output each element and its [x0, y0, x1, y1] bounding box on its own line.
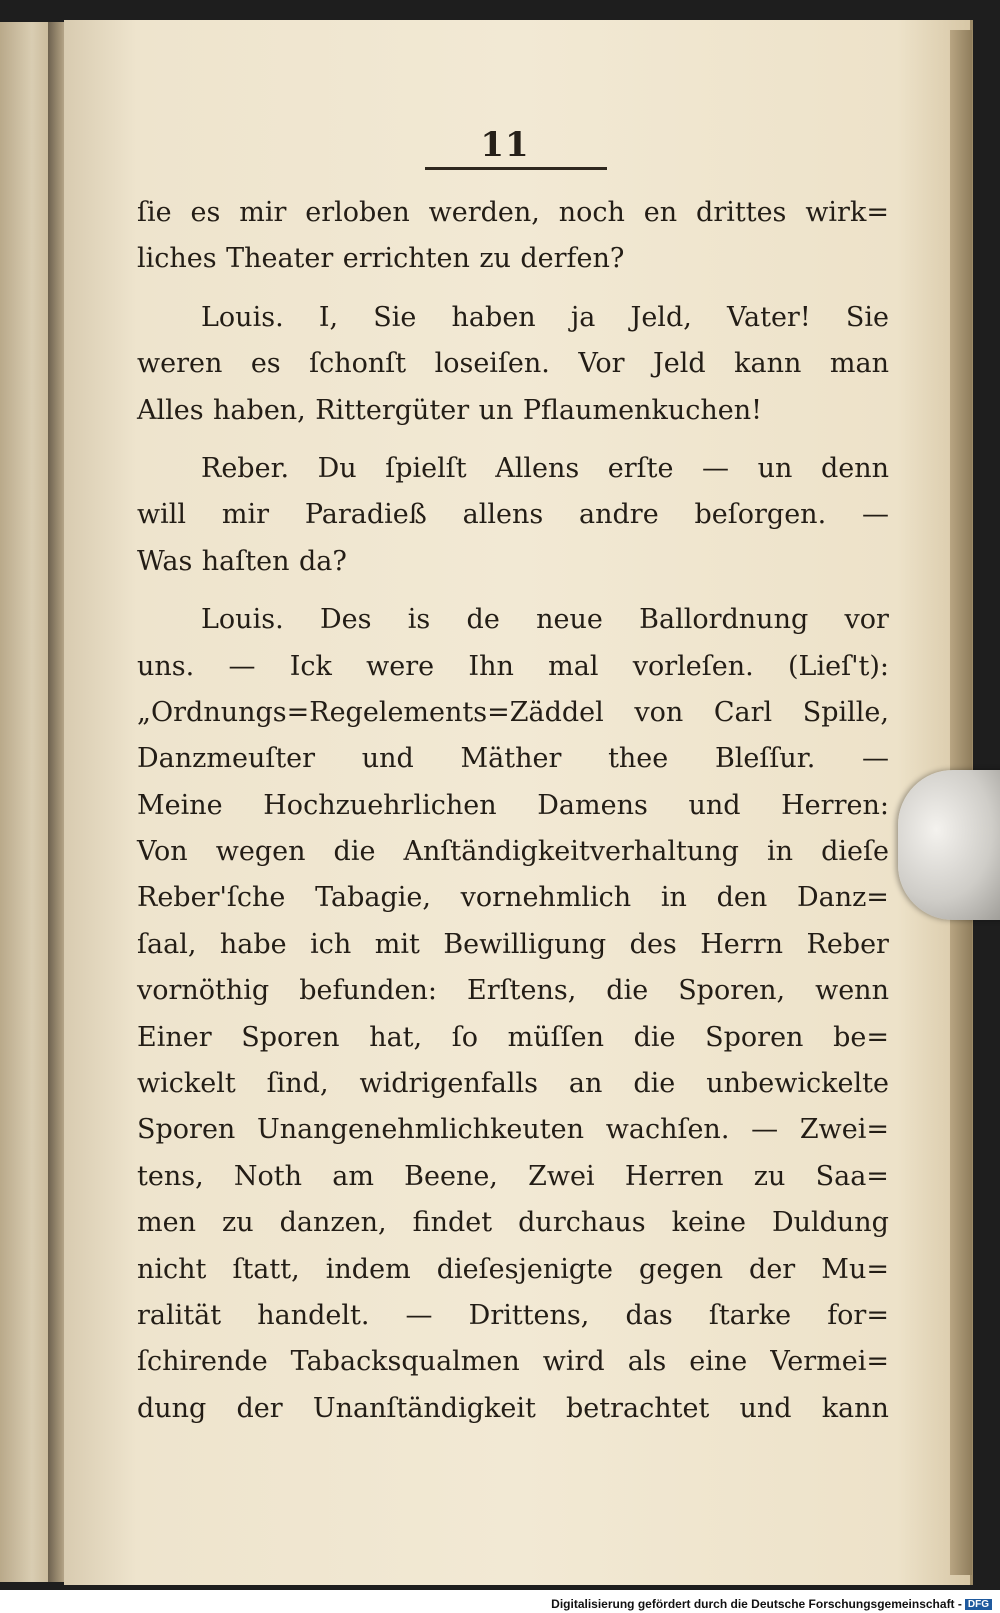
word: denn: [820, 452, 889, 484]
word: zu: [753, 1160, 786, 1192]
word: und: [739, 1392, 792, 1424]
word: Mu=: [821, 1253, 889, 1285]
word: liches: [137, 243, 217, 275]
word: das: [625, 1299, 673, 1331]
word: I,: [318, 301, 339, 333]
word: durchaus: [518, 1207, 646, 1239]
word: ſie: [137, 197, 172, 228]
word: Bleſſur.: [714, 743, 816, 775]
word: Vor: [578, 348, 625, 380]
word: Zwei=: [799, 1114, 889, 1146]
text-line: [137, 922, 889, 968]
word: Einer: [137, 1021, 212, 1053]
word: mal: [548, 650, 599, 682]
word: ſind,: [266, 1068, 329, 1100]
word: Des: [319, 604, 372, 636]
word: wickelt: [137, 1068, 236, 1100]
word: am: [332, 1160, 374, 1192]
word: Alles: [137, 394, 204, 426]
text-line: [137, 446, 889, 492]
word: Beene,: [404, 1160, 498, 1192]
word: Unanſtändigkeit: [312, 1392, 536, 1424]
text-line: [137, 644, 889, 690]
word: vorleſen.: [632, 650, 754, 682]
word: Bewilligung: [443, 928, 607, 960]
text-line: [137, 1293, 889, 1339]
word: wegen: [215, 836, 306, 868]
word: Herren:: [781, 789, 889, 821]
word: gegen: [639, 1253, 723, 1285]
word: Unangenehmlichkeuten: [257, 1114, 585, 1146]
text-line: [137, 1386, 889, 1432]
text-line: [137, 783, 889, 829]
word: drittes: [696, 197, 787, 228]
word: werden,: [428, 197, 540, 228]
word: Sie: [845, 301, 889, 333]
word: Sporen: [137, 1114, 236, 1146]
word: Ick: [289, 650, 332, 682]
word: Louis.: [201, 301, 284, 333]
word: vor: [844, 604, 889, 636]
credit-text: Digitalisierung gefördert durch die Deutsche Forschungsgemeinschaft -: [551, 1597, 962, 1611]
word: es: [190, 197, 221, 228]
word: neue: [536, 604, 603, 636]
word: dieſe: [821, 836, 889, 868]
word: „Ordnungs=Regelements=Zäddel: [137, 696, 604, 728]
text-line: [137, 875, 889, 921]
word: keine: [671, 1207, 746, 1239]
word: erloben: [305, 197, 410, 228]
word: un: [757, 452, 793, 484]
word: Theater: [226, 243, 334, 275]
word: die: [606, 975, 649, 1007]
word: ja: [570, 301, 596, 333]
dfg-logo: DFG: [965, 1599, 992, 1610]
text-line: [137, 736, 889, 782]
word: will: [137, 499, 187, 531]
word: handelt.: [257, 1299, 370, 1331]
word: Sporen,: [678, 975, 786, 1007]
word: were: [366, 650, 435, 682]
word: Herren: [624, 1160, 724, 1192]
body-text: [137, 190, 889, 1432]
word: ſchonſt: [309, 348, 407, 380]
word: weren: [137, 348, 223, 380]
word: die: [633, 1021, 676, 1053]
word: habe: [219, 928, 287, 960]
word: haben,: [213, 394, 306, 426]
word: vornehmlich: [460, 882, 632, 914]
word: men: [137, 1207, 196, 1239]
word: Von: [137, 836, 188, 868]
word: andre: [579, 499, 659, 531]
word: Ihn: [468, 650, 514, 682]
word: loseiſen.: [434, 348, 550, 380]
word: ich: [310, 928, 352, 960]
word: und: [688, 789, 741, 821]
word: Saa=: [815, 1160, 889, 1192]
word: Reber'ſche: [137, 882, 286, 914]
word: ralität: [137, 1299, 222, 1331]
word: Erſtens,: [467, 975, 577, 1007]
word: findet: [412, 1207, 493, 1239]
word: nicht: [137, 1253, 207, 1285]
word: zu: [479, 243, 511, 275]
word: allens: [462, 499, 544, 531]
word: mir: [239, 197, 287, 228]
word: die: [333, 836, 376, 868]
digitization-credit: [551, 1597, 992, 1611]
word: mir: [221, 499, 269, 531]
word: mit: [374, 928, 420, 960]
text-line: [137, 1339, 889, 1385]
word: in: [767, 836, 794, 868]
header-rule: [425, 167, 607, 170]
word: —: [862, 743, 889, 775]
word: Mäther: [460, 743, 562, 775]
text-line: [137, 829, 889, 875]
word: erſte: [607, 452, 674, 484]
word: Drittens,: [468, 1299, 590, 1331]
word: Spille,: [802, 696, 889, 728]
word: Ballordnung: [639, 604, 809, 636]
word: Noth: [233, 1160, 302, 1192]
word: Was: [137, 545, 193, 577]
word: dung: [137, 1392, 207, 1424]
text-line: [137, 1107, 889, 1153]
word: noch: [558, 197, 625, 228]
text-line: [137, 968, 889, 1014]
text-line: [137, 341, 889, 387]
word: Hochzuehrlichen: [263, 789, 497, 821]
word: betrachtet: [566, 1392, 710, 1424]
text-line: [137, 388, 889, 434]
word: Vater!: [726, 301, 811, 333]
word: danzen,: [279, 1207, 387, 1239]
word: kann: [821, 1392, 889, 1424]
word: wirk=: [805, 197, 889, 228]
word: wenn: [815, 975, 889, 1007]
word: hat,: [369, 1021, 423, 1053]
text-line: [137, 1247, 889, 1293]
word: kann: [734, 348, 802, 380]
text-line: [137, 597, 889, 643]
text-line: [137, 1061, 889, 1107]
word: indem: [325, 1253, 411, 1285]
word: müſſen: [507, 1021, 604, 1053]
page-clip: [898, 770, 1000, 920]
word: an: [568, 1068, 603, 1100]
word: als: [627, 1346, 667, 1378]
word: Rittergüter: [315, 394, 470, 426]
word: Danz=: [796, 882, 889, 914]
word: be=: [833, 1021, 889, 1053]
word: es: [250, 348, 281, 380]
word: Herrn: [700, 928, 783, 960]
word: der: [749, 1253, 796, 1285]
word: der: [236, 1392, 283, 1424]
word: Duldung: [771, 1207, 889, 1239]
word: eine: [689, 1346, 748, 1378]
word: ſtatt,: [232, 1253, 300, 1285]
word: haben: [451, 301, 536, 333]
word: uns.: [137, 650, 195, 682]
word: for=: [827, 1299, 889, 1331]
word: Tabacksqualmen: [290, 1346, 520, 1378]
word: Damens: [537, 789, 648, 821]
word: Reber.: [201, 452, 290, 484]
text-line: [137, 236, 889, 282]
text-line: [137, 690, 889, 736]
word: is: [407, 604, 431, 636]
word: (Lieſ't):: [788, 650, 889, 682]
word: Paradieß: [304, 499, 427, 531]
word: Tabagie,: [315, 882, 431, 914]
text-line: [137, 295, 889, 341]
word: widrigenfalls: [359, 1068, 538, 1100]
text-line: [137, 1200, 889, 1246]
word: en: [643, 197, 678, 228]
word: Allens: [495, 452, 580, 484]
word: Vermei=: [770, 1346, 889, 1378]
text-line: [137, 1154, 889, 1200]
word: Zwei: [528, 1160, 595, 1192]
word: befunden:: [299, 975, 438, 1007]
word: Carl: [713, 696, 773, 728]
word: —: [702, 452, 730, 484]
word: thee: [608, 743, 669, 775]
word: errichten: [342, 243, 470, 275]
word: in: [660, 882, 687, 914]
word: —: [405, 1299, 433, 1331]
word: die: [633, 1068, 676, 1100]
page-number: 11: [480, 125, 530, 165]
word: Du: [317, 452, 357, 484]
word: zu: [222, 1207, 254, 1239]
word: Jeld: [652, 348, 706, 380]
word: vornöthig: [137, 975, 270, 1007]
word: Louis.: [201, 604, 284, 636]
text-line: [137, 539, 889, 585]
word: Reber: [806, 928, 889, 960]
word: Sporen: [705, 1021, 804, 1053]
word: Pflaumenkuchen!: [522, 394, 762, 426]
word: ſchirende: [137, 1346, 268, 1378]
word: des: [629, 928, 677, 960]
word: haſten: [201, 545, 290, 577]
word: de: [466, 604, 500, 636]
text-line: [137, 190, 889, 236]
word: —: [861, 499, 889, 531]
word: tens,: [137, 1160, 204, 1192]
word: unbewickelte: [706, 1068, 889, 1100]
word: Sie: [373, 301, 417, 333]
word: Jeld,: [630, 301, 692, 333]
word: Anſtändigkeitverhaltung: [403, 836, 739, 868]
word: ſo: [451, 1021, 478, 1053]
word: —: [228, 650, 256, 682]
word: ſpielſt: [385, 452, 467, 484]
word: —: [751, 1114, 779, 1146]
word: von: [634, 696, 684, 728]
word: den: [716, 882, 768, 914]
word: da?: [298, 545, 347, 577]
word: wachſen.: [605, 1114, 730, 1146]
word: Danzmeuſter: [137, 743, 316, 775]
text-line: [137, 1015, 889, 1061]
text-line: [137, 492, 889, 538]
word: Sporen: [241, 1021, 340, 1053]
word: ſaal,: [137, 928, 197, 960]
word: derfen?: [520, 243, 625, 275]
word: wird: [542, 1346, 605, 1378]
word: un: [478, 394, 514, 426]
word: Meine: [137, 789, 223, 821]
word: dieſesjenigte: [436, 1253, 613, 1285]
word: beſorgen.: [694, 499, 827, 531]
word: ſtarke: [708, 1299, 792, 1331]
word: man: [829, 348, 889, 380]
word: und: [361, 743, 414, 775]
